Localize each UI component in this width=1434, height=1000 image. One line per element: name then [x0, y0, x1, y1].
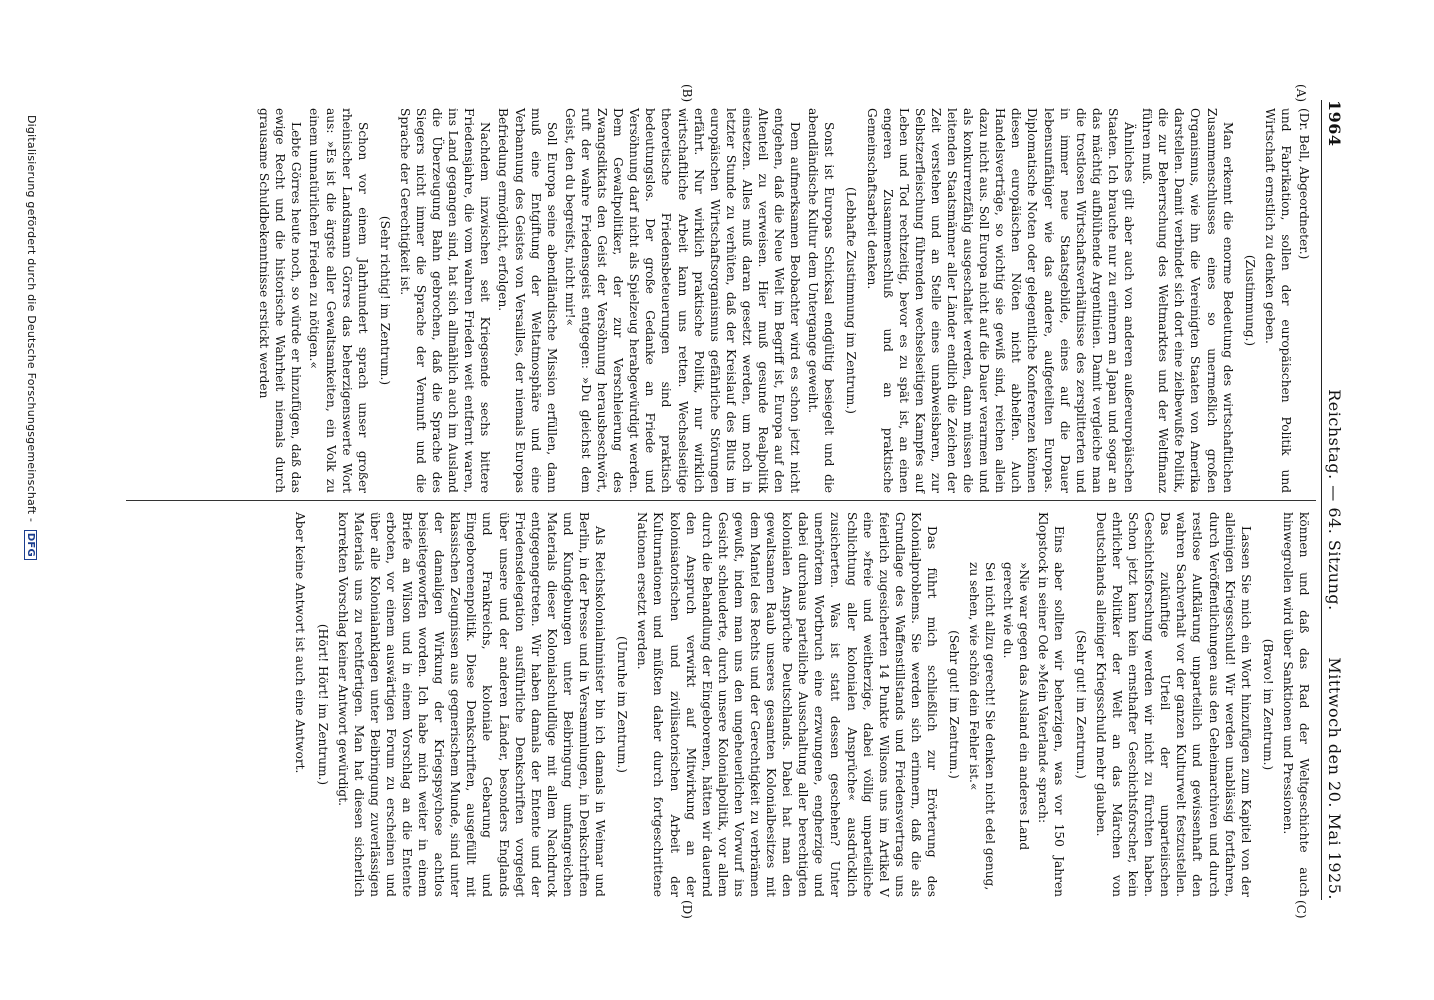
paragraph: Aber keine Antwort ist auch eine Antwort.: [293, 512, 308, 774]
paragraph: Man erkennt die enorme Bedeutung des wirtschaftlichen Zusammenschlusses eines so unermeßlich großen Organismus, wie ihn die Vereinigten Staaten von Amerika darstellen. Damit verbindet sich dort eine zielbewußte Politik, die zur Beherrschung des Weltmarktes und der Weltfinanz führen muß.: [1140, 108, 1235, 493]
interjection: (Bravo! im Zentrum.): [1260, 638, 1275, 771]
session-title: Reichstag. — 64. Sitzung.: [1325, 389, 1344, 611]
paragraph: Das führt mich schließlich zur Erörterung des Kolonialproblems. Sie werden sich erinnern, daß die als Grundlage des Waffenstillstands und Friedensvertrags uns feierlich zugesicherten 14 Punkte Wilsons uns im Artikel V eine »freie und weitherzige, dabei völlig unparteiliche Schlichtung aller kolonialen Ansprüche« ausdrücklich zusicherten. Was ist statt dessen geschehen? Unter unerhörtem Wortbruch eine erzwungene, engherzige und dabei durchaus parteiliche Ausschaltung aller berechtigten kolonialen Ansprüche Deutschlands. Dabei hat man den gewaltsamen Raub unseres gesamten Kolonialbesitzes mit dem Mantel des Rechts und der Gerechtigkeit zu verbrämen gewußt, indem man uns den ungeheuerlichen Vorwurf ins Gesicht schleuderte, durch unsere Kolonialpolitik, vor allem durch die Behandlung der Eingeborenen, hätten wir dauernd den Anspruch verwirkt auf Mitwirkung an der kolonisatorischen und zivilisatorischen Arbeit der Kulturnationen und müßten daher durch fortgeschrittene Nationen ersetzt werden.: [635, 512, 940, 897]
paragraph: Lebte Görres heute noch, so würde er hinzufügen, daß das ewige Recht und die historische Wahrheit niemals durch grausame Schuldbekenntnisse erstickt werden: [257, 108, 304, 493]
right-text-column: [290, 512, 1312, 897]
session-date: Mittwoch den 20. Mai 1925.: [1325, 657, 1344, 900]
paragraph: Sonst ist Europas Schicksal endgültig besiegelt und die abendländische Kultur dem Untergange geweiht.: [806, 108, 837, 493]
interjection: (Sehr gut! im Zentrum.): [947, 630, 962, 779]
interjection: (Hört! Hört! im Zentrum.): [315, 623, 330, 786]
paragraph: Ähnliches gilt aber auch von anderen außereuropäischen Staaten. Ich brauche nur zu erinnern an Japan und sogar an das mächtig aufblühende Argentinien. Damit vergleiche man die trostlosen Wirtschaftsverhältnisse des zersplitterten und in immer neue Staatsgebilde, eines auf die Dauer lebensunfähiger wie das andere, aufgeteilten Europas. Diplomatische Noten oder gelegentliche Konferenzen können diesen europäischen Nöten nicht abhelfen. Auch Handelsverträge, so wichtig sie gewiß sind, reichen allein dazu nicht aus. Soll Europa nicht auf die Dauer verarmen und als konkurrenzfähig ausgeschaltet werden, dann müssen die leitenden Staatsmänner aller Länder endlich die Zeichen der Zeit verstehen und an Stelle eines unabweisbaren, zur Selbstzerfleischung führenden wechselseitigen Kampfes auf Leben und Tod rechtzeitig, bevor es zu spät ist, an einen engeren Zusammenschluß und an praktische Gemeinschaftsarbeit denken.: [864, 108, 1137, 493]
column-divider: [126, 500, 1316, 501]
interjection: (Sehr gut! im Zentrum.): [1073, 630, 1088, 779]
margin-marker-b: (B): [680, 84, 694, 103]
page-number: 1964: [1325, 100, 1344, 147]
interjection: (Sehr richtig! im Zentrum.): [377, 215, 392, 386]
paragraph: Nachdem inzwischen seit Kriegsende sechs bittere Friedensjahre, die vom wahren Frieden weit entfernt waren, ins Land gegangen sind, hat sich allmählich auch im Ausland die Überzeugung Bahn gebrochen, daß die Sprache des Siegers nicht immer die Sprache der Vernunft und die Sprache der Gerechtigkeit ist.: [397, 108, 493, 493]
interjection: (Lebhafte Zustimmung im Zentrum.): [844, 187, 859, 414]
digitization-credit: [24, 115, 38, 560]
dfg-logo: DFG: [24, 530, 37, 560]
paragraph: können und daß das Rad der Weltgeschichte auch hinwegrollen wird über Sanktionen und Pressionen.: [1280, 512, 1311, 897]
margin-marker-c: (C): [1294, 900, 1308, 919]
credit-text: Digitalisierung gefördert durch die Deutsche Forschungsgemeinschaft -: [25, 115, 38, 523]
paragraph: Lassen Sie mich ein Wort hinzufügen zum Kapitel von der alleinigen Kriegsschuld! Wir werden unablässig fortfahren, durch Veröffentlichungen aus den Geheimarchiven und durch restlose Aufklärung unparteilich und gewissenhaft den wahren Sachverhalt vor der ganzen Kulturwelt festzustellen. Das zukünftige Urteil der unparteiischen Geschichtsforschung werden wir nicht zu fürchten haben. Schon jetzt kann kein ernsthafter Geschichtsforscher, kein ehrlicher Politiker der Welt an das Märchen von Deutschlands alleiniger Kriegsschuld mehr glauben.: [1093, 512, 1253, 897]
paragraph: Als Reichskolonialminister bin ich damals in Weimar und Berlin, in der Presse und in Versammlungen, in Denkschriften und Kundgebungen unter Beibringung umfangreichen Materials dieser Kolonialschuldlüge mit allem Nachdruck entgegengetreten. Wir haben damals der Entente und der Friedensdelegation ausführliche Denkschriften vorgelegt über unsere und der anderen Länder, besonders Englands und Frankreichs, koloniale Gebarung und Eingeborenenpolitik. Diese Denkschriften, ausgefüllt mit klassischen Zeugnissen aus gegnerischem Munde, sind unter der damaligen Wirkung der Kriegspsychose achtlos beiseitegeworfen worden. Ich habe mich weiter in einem Briefe an Wilson und in einem Vorschlag an die Entente erboten, vor einem auswärtigen Forum zu erscheinen und über alle Kolonialanklagen unter Beibringung zuverlässigen Materials uns zu rechtfertigen. Man hat diesen sicherlich korrekten Vorschlag keiner Antwort gewürdigt.: [335, 512, 608, 897]
paragraph: (Dr. Bell, Abgeordneter.): [1297, 108, 1311, 260]
interjection: (Unruhe im Zentrum.): [615, 635, 630, 774]
paragraph: Soll Europa seine abendländische Mission erfüllen, dann muß eine Entgiftung der Weltatmosphäre und eine Verbannung des Geistes von Versailles, der niemals Europas Befriedung ermöglicht, erfolgen.: [496, 108, 559, 493]
paragraph: Sei nicht allzu gerecht! Sie denken nicht edel genug, zu sehen, wie schön dein Fehler ist.«: [967, 562, 998, 891]
left-text-column: [254, 108, 1312, 493]
paragraph: »Nie war gegen das Ausland ein anderes Land gerecht wie du.: [1001, 562, 1032, 851]
paragraph: und Fabrikation, sollen der europäischen Politik und Wirtschaft ernstlich zu denken geben.: [1262, 108, 1293, 493]
paragraph: Schon vor einem Jahrhundert sprach unser großer rheinischer Landsmann Görres das beherzigenswerte Wort aus: »Es ist die ärgste aller Gewaltsamkeiten, ein Volk zu einem unnatürlichen Frieden zu nötigen.«: [307, 108, 370, 493]
interjection: (Zustimmung.): [1242, 254, 1257, 347]
header-rule: [1321, 100, 1322, 900]
margin-marker-d: (D): [680, 900, 694, 919]
paragraph: Eins aber sollten wir beherzigen, was vor 150 Jahren Klopstock in seiner Ode »Mein Vaterland« sprach:: [1035, 512, 1066, 897]
margin-marker-a: (A): [1294, 84, 1308, 103]
paragraph: Dem aufmerksamen Beobachter wird es schon jetzt nicht entgehen, daß die Neue Welt im Begriff ist, Europa auf den Altenteil zu verweisen. Hier muß gesunde Realpolitik einsetzen. Alles muß daran gesetzt werden, um noch in letzter Stunde zu verhüten, daß der Kreislauf des Bluts im europäischen Wirtschaftsorganismus gefährliche Störungen erfährt. Nur wirklich praktische Politik, nur wirklich wirtschaftliche Arbeit kann uns retten. Wechselseitige theoretische Friedensbeteuerungen sind praktisch bedeutungslos. Der große Gedanke an Friede und Versöhnung darf nicht als Spielzeug herabgewürdigt werden. Dem Gewaltpolitiker, der zur Verschleierung des Zwangsdiktats den Geist der Versöhnung herausbeschwört, ruft der wahre Friedensgeist entgegen: »Du gleichst dem Geist, den du begreifst, nicht mir!«: [562, 108, 803, 493]
